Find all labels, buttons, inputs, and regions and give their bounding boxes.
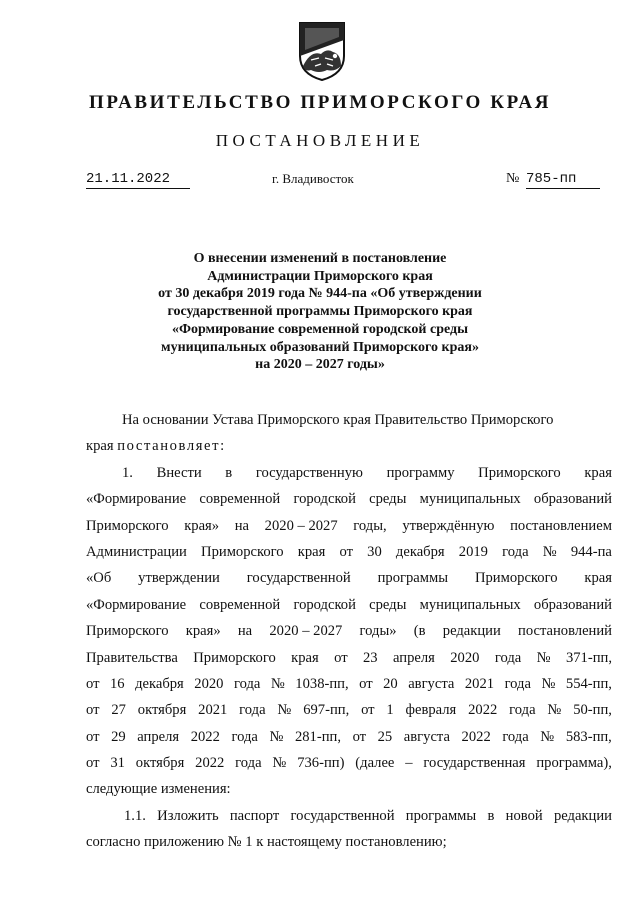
paragraph-line (86, 645, 612, 671)
word: от (86, 702, 100, 719)
word: 697-пп, (303, 702, 350, 719)
paragraph-line (86, 433, 612, 459)
word: края (291, 649, 319, 666)
word: от (359, 675, 373, 692)
word: № (272, 755, 287, 772)
resolves-word: постановляет: (117, 438, 226, 455)
word: программы (377, 570, 449, 587)
word: 29 (111, 728, 126, 745)
document-body (86, 407, 612, 856)
word: от (86, 675, 100, 692)
word: постановлений (518, 623, 612, 640)
word: 736-пп) (297, 755, 345, 772)
word: образований (533, 491, 612, 508)
word: годы» (359, 623, 397, 640)
word: среды (369, 596, 407, 613)
word: № (542, 543, 557, 560)
word: 2020 – 2027 (269, 623, 343, 640)
word: № (277, 702, 292, 719)
word: февраля (405, 702, 457, 719)
word: государственной (246, 570, 351, 587)
paragraph-text: На основании Устава Приморского края Правительство Приморского (122, 412, 554, 428)
word: года (502, 543, 529, 560)
word: 2020 – 2027 (264, 517, 338, 534)
word: редакции (442, 623, 501, 640)
word: в (487, 807, 495, 824)
word: августа (408, 675, 455, 692)
word: образований (533, 596, 612, 613)
word: Администрации (86, 543, 187, 560)
word: 281-пп, (294, 728, 341, 745)
document-date: 21.11.2022 (86, 171, 190, 189)
word: № (547, 702, 562, 719)
word: года (504, 675, 531, 692)
word: апреля (137, 728, 180, 745)
word: Правительства (86, 649, 178, 666)
word: апреля (392, 649, 435, 666)
word: Изложить (157, 807, 219, 824)
word: 2022 (195, 755, 225, 772)
word: года (494, 649, 522, 666)
word: паспорт (229, 807, 280, 824)
word: года (233, 675, 261, 692)
word: 2019 (458, 543, 488, 560)
document-number: 785-пп (526, 171, 600, 189)
word: октября (137, 702, 187, 719)
document-meta (0, 171, 640, 195)
paragraph-1 (86, 460, 612, 777)
word: 31 (110, 755, 125, 772)
paragraph-line (86, 776, 612, 802)
word: 1 (386, 702, 394, 719)
word: городской (293, 491, 356, 508)
word: 2020 (194, 675, 224, 692)
word: края (584, 464, 612, 481)
paragraph-text: следующие изменения: (86, 781, 231, 798)
coat-of-arms-icon (297, 20, 347, 82)
word: Приморского (478, 464, 561, 481)
paragraph-line (86, 697, 612, 723)
word: 16 (109, 675, 125, 692)
word: государственная (423, 755, 526, 772)
paragraph-line (86, 565, 612, 591)
paragraph-line (86, 460, 612, 486)
paragraph-line (86, 618, 612, 644)
subject-line: государственной программы Приморского края (167, 304, 473, 320)
paragraph-line (86, 513, 612, 539)
paragraph-line (86, 750, 612, 776)
word: 2022 (461, 728, 491, 745)
word: 554-пп, (565, 675, 612, 692)
word: муниципальных (419, 596, 521, 613)
word: современной (199, 491, 281, 508)
paragraph-line (86, 407, 612, 433)
word: декабря (135, 675, 184, 692)
document-city: г. Владивосток (272, 171, 354, 186)
word: муниципальных (419, 491, 521, 508)
word: 2022 (190, 728, 220, 745)
subject-line: на 2020 – 2027 годы» (255, 357, 385, 373)
word: редакции (553, 807, 612, 824)
word: государственную (255, 464, 363, 481)
word: от (86, 755, 100, 772)
word: «Об (86, 570, 112, 587)
word: «Формирование (86, 491, 187, 508)
word: постановлением (510, 517, 612, 534)
subject-line: «Формирование современной городской среды (171, 321, 469, 337)
word: края (297, 543, 326, 560)
word: края» (185, 623, 221, 640)
word: 1.1. (124, 807, 146, 824)
word: Внести (156, 464, 202, 481)
word: Приморского (86, 517, 169, 534)
paragraph-text: согласно приложению № 1 к настоящему постановлению; (86, 834, 447, 851)
paragraph-line (86, 592, 612, 618)
word: программы (405, 807, 477, 824)
word: от (352, 728, 367, 745)
word: от (339, 543, 353, 560)
word: 2021 (464, 675, 495, 692)
word: годы, (353, 517, 387, 534)
paragraph-1-1 (86, 803, 612, 829)
word: (далее (355, 755, 395, 772)
paragraph-text: края (86, 438, 118, 455)
word: 2022 (468, 702, 498, 719)
word: октября (135, 755, 185, 772)
word: августа (403, 728, 450, 745)
word: от (361, 702, 375, 719)
word: Приморского (201, 543, 284, 560)
word: края (584, 570, 612, 587)
word: от (86, 728, 100, 745)
word: утверждении (138, 570, 220, 587)
word: Приморского (474, 570, 558, 587)
number-label: № (506, 171, 520, 186)
word: 944-па (570, 543, 612, 560)
word: Приморского (86, 623, 169, 640)
word: программу (386, 464, 455, 481)
word: 583-пп, (565, 728, 612, 745)
word: новой (505, 807, 543, 824)
paragraph-line (86, 671, 612, 697)
word: программа), (536, 755, 612, 772)
word: 20 (383, 675, 398, 692)
word: 371-пп, (565, 649, 612, 666)
government-title: ПРАВИТЕЛЬСТВО ПРИМОРСКОГО КРАЯ (88, 92, 552, 113)
word: на (237, 623, 253, 640)
word: № (540, 728, 555, 745)
word: года (502, 728, 529, 745)
paragraph-line (86, 724, 612, 750)
word: края» (184, 517, 220, 534)
word: 30 (367, 543, 382, 560)
word: 1038-пп, (295, 675, 349, 692)
word: среды (369, 491, 407, 508)
word: – (405, 755, 413, 772)
word: современной (199, 596, 281, 613)
subject-line: О внесении изменений в постановление (193, 251, 447, 266)
word: утверждённую (402, 517, 495, 534)
word: года (235, 755, 262, 772)
word: года (239, 702, 266, 719)
word: 23 (363, 649, 378, 666)
paragraph-line (86, 803, 612, 829)
word: 2021 (198, 702, 228, 719)
word: № (541, 675, 556, 692)
paragraph-line (86, 829, 612, 855)
word: Приморского (193, 649, 276, 666)
subject-line: от 30 декабря 2019 года № 944-па «Об утверждении (158, 286, 482, 302)
word: городской (293, 596, 356, 613)
word: 27 (111, 702, 126, 719)
word: «Формирование (86, 596, 187, 613)
word: № (269, 728, 284, 745)
document-type: ПОСТАНОВЛЕНИЕ (215, 131, 425, 150)
word: на (234, 517, 250, 534)
subject-line: Администрации Приморского края (207, 268, 433, 284)
word: года (509, 702, 536, 719)
word: 50-пп, (573, 702, 612, 719)
word: государственной (290, 807, 395, 824)
word: 2020 (450, 649, 480, 666)
paragraph-line (86, 539, 612, 565)
document-subject (0, 250, 640, 374)
word: года (231, 728, 258, 745)
word: от (334, 649, 348, 666)
paragraph-line (86, 486, 612, 512)
word: 25 (377, 728, 393, 745)
word: в (225, 464, 233, 481)
word: (в (413, 623, 426, 640)
subject-line: муниципальных образований Приморского края» (161, 339, 479, 355)
word: № (270, 675, 285, 692)
word: декабря (395, 543, 445, 560)
word: 1. (122, 464, 133, 481)
word: № (536, 649, 551, 666)
